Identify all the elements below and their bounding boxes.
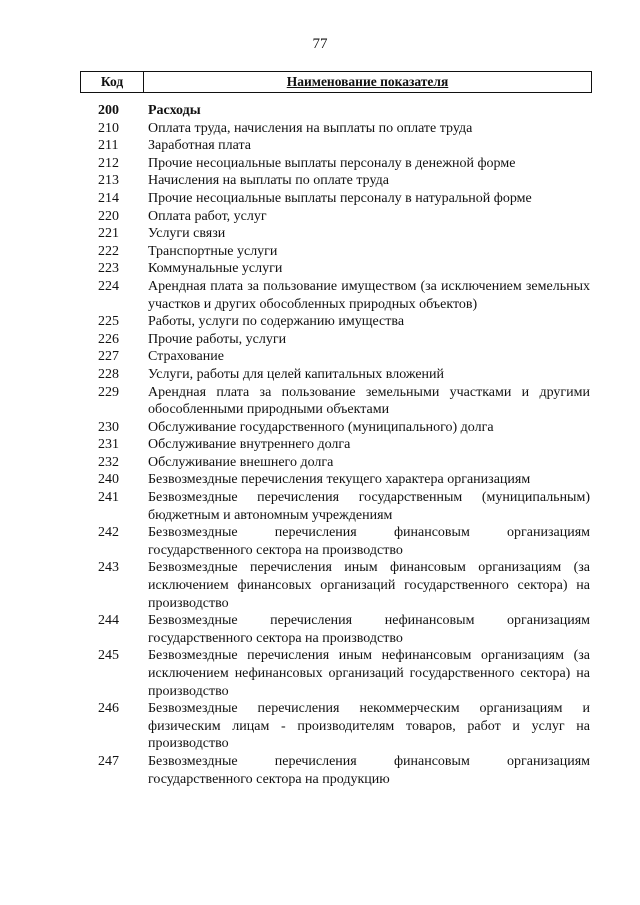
table-row [80, 647, 590, 700]
table-row [80, 172, 590, 190]
row-name: Прочие работы, услуги [148, 331, 287, 347]
header-code: Код [81, 72, 144, 92]
table-row [80, 278, 590, 313]
row-name: Работы, услуги по содержанию имущества [148, 314, 405, 330]
table-row [80, 260, 590, 278]
row-name: Транспортные услуги [148, 243, 278, 259]
row-code: 220 [98, 208, 119, 224]
row-code: 241 [98, 490, 119, 506]
row-name: Заработная плата [148, 138, 251, 154]
table-row [80, 524, 590, 559]
table-header [80, 71, 592, 93]
row-name: Расходы [148, 103, 201, 118]
header-name: Наименование показателя [286, 74, 449, 89]
table-row [80, 348, 590, 366]
table-row [80, 559, 590, 612]
row-code: 240 [98, 472, 119, 488]
table-row [80, 331, 590, 349]
table-row [80, 436, 590, 454]
row-code: 246 [98, 701, 119, 717]
table-row [80, 700, 590, 753]
row-code: 245 [98, 648, 119, 664]
table-row [80, 471, 590, 489]
row-name: Прочие несоциальные выплаты персоналу в натуральной форме [148, 190, 532, 206]
table-row [80, 102, 590, 120]
row-name: Арендная плата за пользование имуществом (за исключением земельных участков и других обособленных природных объектов) [148, 278, 590, 312]
row-name: Арендная плата за пользование земельными участками и другими обособленными природными объектами [148, 384, 590, 418]
row-code: 247 [98, 753, 119, 769]
row-code: 228 [98, 366, 119, 382]
row-name: Коммунальные услуги [148, 261, 283, 277]
table-row [80, 208, 590, 226]
row-code: 227 [98, 349, 119, 365]
row-code: 212 [98, 155, 119, 171]
row-name: Безвозмездные перечисления государственным (муниципальным) бюджетным и автономным учреждениям [148, 490, 590, 523]
table-row [80, 612, 590, 647]
page-number: 77 [312, 36, 328, 52]
table-row [80, 489, 590, 524]
row-code: 242 [98, 525, 119, 541]
row-code: 232 [98, 454, 119, 470]
row-code: 214 [98, 190, 119, 206]
table-row [80, 753, 590, 788]
row-name: Начисления на выплаты по оплате труда [148, 173, 389, 189]
row-code: 223 [98, 261, 119, 277]
table-row [80, 190, 590, 208]
table-row [80, 120, 590, 138]
row-code: 222 [98, 243, 119, 259]
table-row [80, 243, 590, 261]
row-name: Безвозмездные перечисления финансовым организациям государственного сектора на продукцию [148, 753, 590, 787]
row-name: Безвозмездные перечисления иным финансовым организациям (за исключением финансовых организаций государственного сектора) на производство [148, 560, 590, 611]
row-name: Обслуживание внутреннего долга [148, 437, 351, 453]
row-code: 243 [98, 560, 119, 576]
row-name: Обслуживание государственного (муниципального) долга [148, 419, 494, 435]
row-code: 231 [98, 437, 119, 453]
table-row [80, 137, 590, 155]
row-code: 211 [98, 138, 119, 154]
table-body [80, 102, 590, 788]
row-name: Обслуживание внешнего долга [148, 454, 334, 470]
table-row [80, 384, 590, 419]
row-code: 213 [98, 173, 119, 189]
table-row [80, 313, 590, 331]
row-name: Услуги связи [148, 226, 226, 242]
row-name: Безвозмездные перечисления некоммерческим организациям и физическим лицам - производителям товаров, работ и услуг на производство [148, 701, 590, 752]
row-code: 230 [98, 419, 119, 435]
table-row [80, 419, 590, 437]
row-name: Безвозмездные перечисления иным нефинансовым организациям (за исключением нефинансовых организаций государственного сектора) на производство [148, 648, 590, 699]
table-row [80, 225, 590, 243]
row-code: 221 [98, 226, 119, 242]
row-code: 229 [98, 384, 119, 400]
row-code: 244 [98, 613, 119, 629]
row-code: 226 [98, 331, 119, 347]
row-name: Безвозмездные перечисления нефинансовым организациям государственного сектора на производство [148, 613, 590, 646]
row-code: 224 [98, 278, 119, 294]
row-name: Безвозмездные перечисления текущего характера организациям [148, 472, 531, 488]
table-row [80, 366, 590, 384]
row-name: Страхование [148, 349, 224, 365]
row-code: 210 [98, 120, 119, 136]
row-code: 225 [98, 314, 119, 330]
row-name: Прочие несоциальные выплаты персоналу в денежной форме [148, 155, 516, 171]
table-row [80, 454, 590, 472]
row-code: 200 [98, 103, 119, 118]
row-name: Услуги, работы для целей капитальных вложений [148, 366, 445, 382]
row-name: Оплата работ, услуг [148, 208, 267, 224]
table-row [80, 155, 590, 173]
row-name: Безвозмездные перечисления финансовым организациям государственного сектора на производство [148, 525, 590, 558]
row-name: Оплата труда, начисления на выплаты по оплате труда [148, 120, 473, 136]
